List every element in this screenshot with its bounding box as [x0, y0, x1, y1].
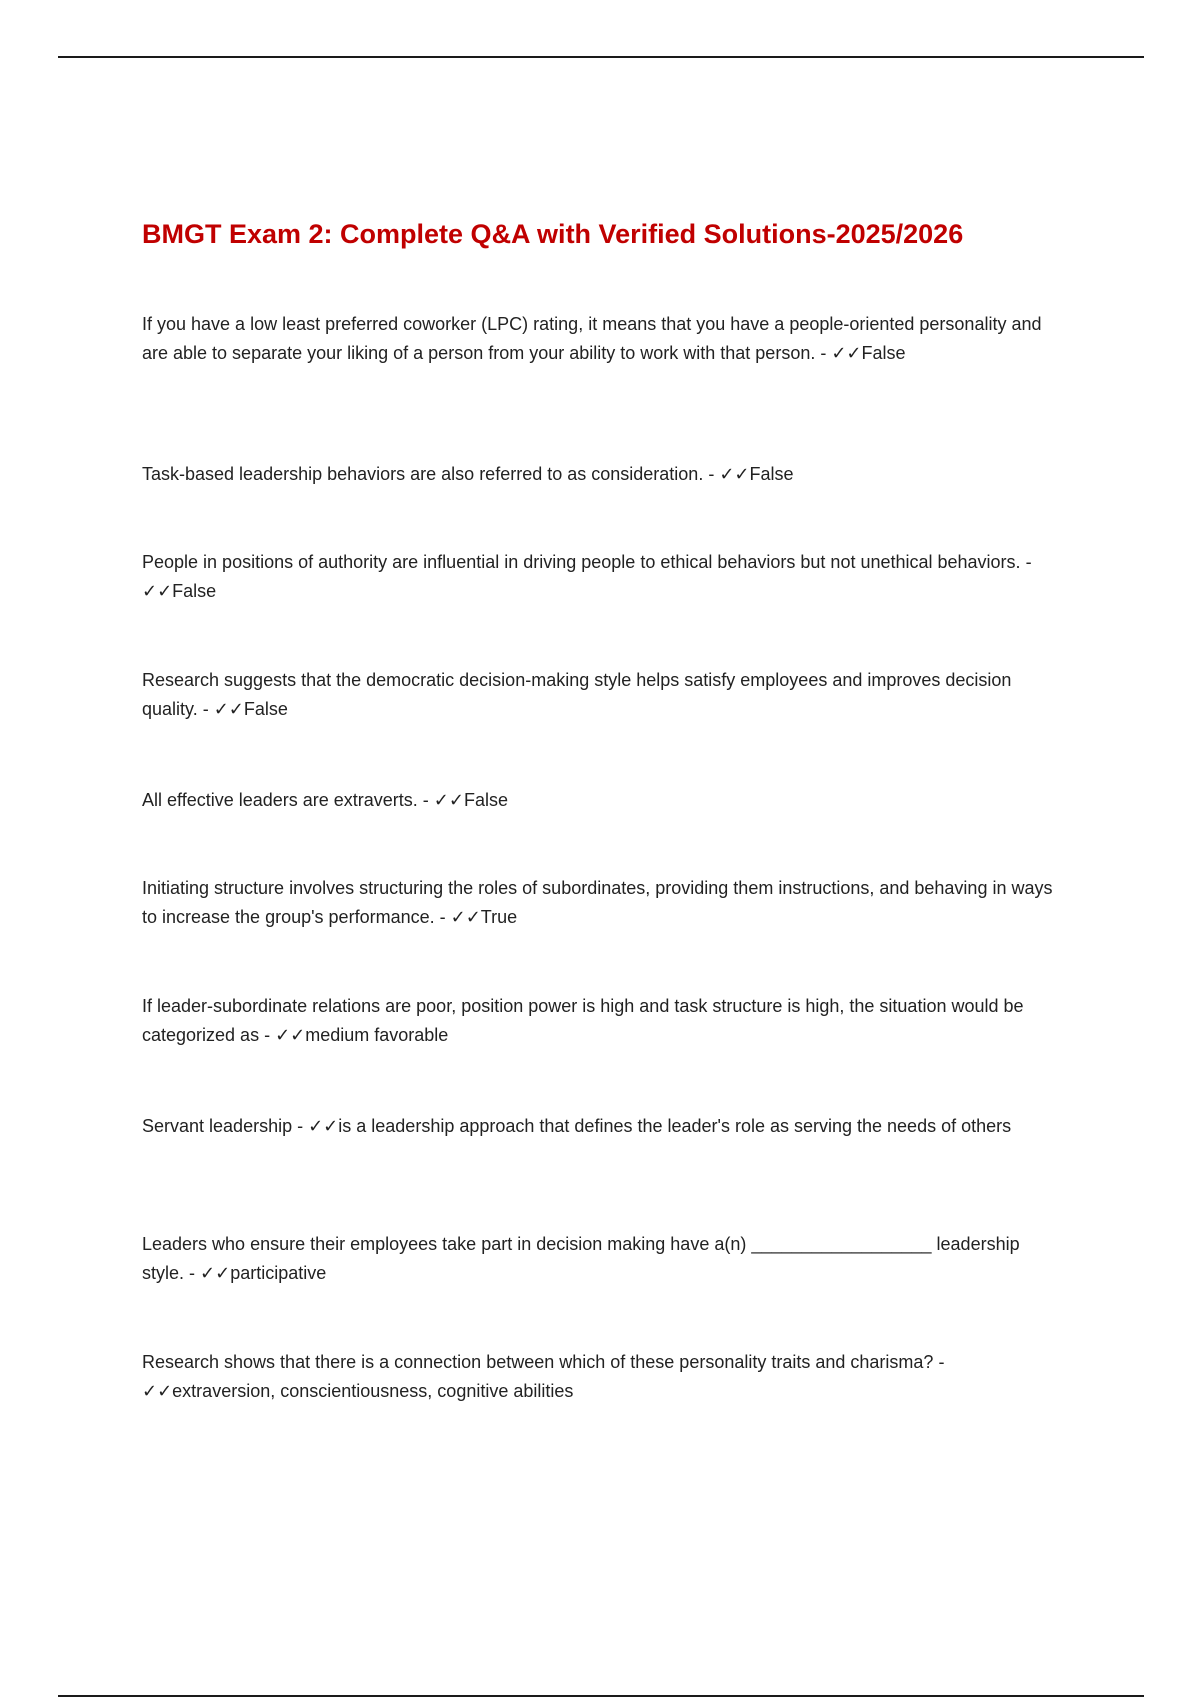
answer-separator: - [933, 1352, 945, 1372]
answer-separator: - [197, 699, 214, 719]
answer-separator: - [703, 464, 720, 484]
answer-text: False [463, 790, 508, 810]
question-text: Research suggests that the democratic decision-making style helps satisfy employees and improves decision quality. [142, 670, 1012, 719]
question-text: Task-based leadership behaviors are also referred to as consideration. [142, 464, 704, 484]
answer-separator: - [434, 907, 451, 927]
question-text: Initiating structure involves structuring the roles of subordinates, providing them instructions, and behaving in ways to increase the group's performance. [142, 878, 1053, 927]
check-mark-icon: ✓✓ [308, 1116, 339, 1136]
question-text: If you have a low least preferred coworker (LPC) rating, it means that you have a people-oriented personality and are able to separate your liking of a person from your ability to work with that person. [142, 314, 1042, 363]
qa-item [142, 1230, 1062, 1288]
question-text: All effective leaders are extraverts. [142, 790, 418, 810]
answer-separator: - [184, 1263, 201, 1283]
check-mark-icon: ✓✓ [433, 790, 464, 810]
answer-text: medium favorable [305, 1025, 449, 1045]
answer-text: False [749, 464, 794, 484]
qa-item [142, 460, 1062, 489]
check-mark-icon: ✓✓ [719, 464, 750, 484]
qa-item [142, 992, 1062, 1050]
answer-text: False [243, 699, 288, 719]
question-text: Research shows that there is a connection between which of these personality traits and charisma? [142, 1352, 934, 1372]
qa-item [142, 666, 1062, 724]
check-mark-icon: ✓✓ [450, 907, 481, 927]
top-rule [58, 56, 1144, 58]
question-text: If leader-subordinate relations are poor, position power is high and task structure is high, the situation would be categorized as [142, 996, 1024, 1045]
qa-item [142, 786, 1062, 815]
qa-item [142, 874, 1062, 932]
question-text: Leaders who ensure their employees take part in decision making have a(n) __________________ leadership style. [142, 1234, 1020, 1283]
question-text: People in positions of authority are influential in driving people to ethical behaviors but not unethical behaviors. [142, 552, 1021, 572]
answer-text: extraversion, conscientiousness, cognitive abilities [172, 1381, 574, 1401]
qa-item [142, 548, 1062, 606]
answer-text: participative [230, 1263, 327, 1283]
answer-separator: - [292, 1116, 309, 1136]
qa-item [142, 310, 1062, 368]
answer-text: is a leadership approach that defines the leader's role as serving the needs of others [338, 1116, 1012, 1136]
qa-item [142, 1112, 1062, 1141]
check-mark-icon: ✓✓ [142, 581, 173, 601]
check-mark-icon: ✓✓ [142, 1381, 173, 1401]
answer-separator: - [1020, 552, 1032, 572]
qa-item [142, 1348, 1062, 1406]
document-title: BMGT Exam 2: Complete Q&A with Verified Solutions-2025/2026 [142, 219, 964, 249]
answer-separator: - [417, 790, 434, 810]
check-mark-icon: ✓✓ [200, 1263, 231, 1283]
answer-text: False [861, 343, 906, 363]
answer-text: False [172, 581, 217, 601]
check-mark-icon: ✓✓ [831, 343, 862, 363]
answer-separator: - [815, 343, 832, 363]
check-mark-icon: ✓✓ [275, 1025, 306, 1045]
check-mark-icon: ✓✓ [213, 699, 244, 719]
answer-separator: - [259, 1025, 276, 1045]
answer-text: True [480, 907, 518, 927]
question-text: Servant leadership [142, 1116, 293, 1136]
bottom-rule [58, 1695, 1144, 1697]
